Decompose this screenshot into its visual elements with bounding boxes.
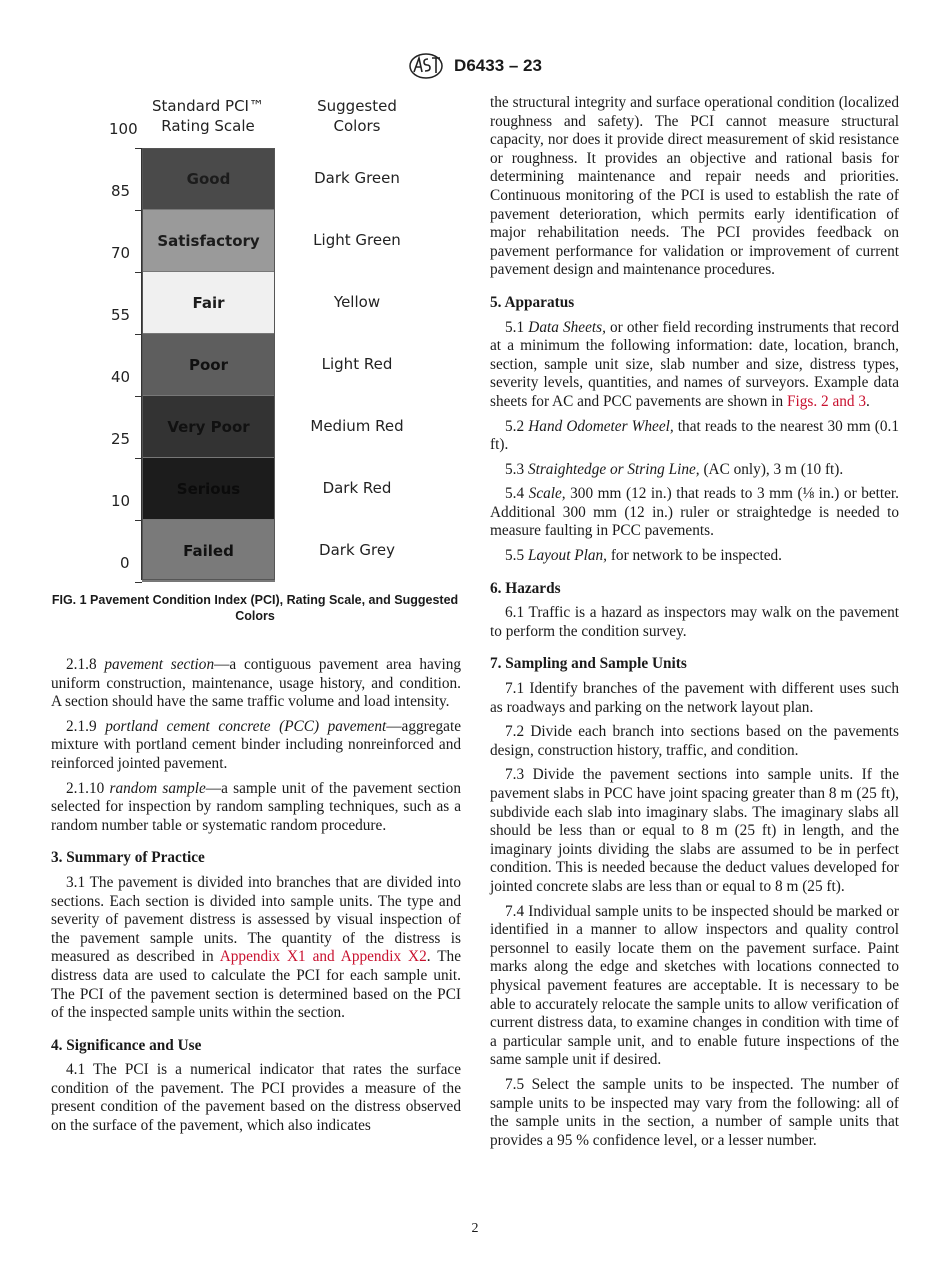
paragraph-7-1: 7.1 Identify branches of the pavement with different uses such as roadways and parking on the network layout plan. (490, 680, 899, 716)
paragraph-3-1: 3.1 The pavement is divided into branches that are divided into sections. Each section is divided into sample units. The type and severity of pavement distress is assessed by visual inspection of the pavement sample units. The quantity of the distress is measured as described in Appendix X1 and Appendix X2. The distress data are used to calculate the PCI for each sample unit. The PCI of the pavement section is determined based on the PCI of the inspected sample units within the section. (51, 873, 461, 1022)
colors-header-line2: Colors (333, 117, 381, 135)
paragraph-6-1: 6.1 Traffic is a hazard as inspectors may walk on the pavement to perform the condition survey. (490, 604, 899, 640)
suggested-color-label: Light Red (321, 355, 393, 373)
suggested-color-label: Light Green (313, 231, 401, 249)
paragraph-7-5: 7.5 Select the sample units to be inspected. The number of sample units to be inspected may vary from the following: all of the sample units in the section, a number of sample units that provides a 95 % confidence level, or a lesser number. (490, 1075, 899, 1149)
paragraph-5-4: 5.4 Scale, 300 mm (12 in.) that reads to 3 mm (⅛ in.) or better. Additional 300 mm (12 in.) ruler or straightedge is needed to measure faulting in PCC pavements. (490, 485, 899, 540)
suggested-color-label: Yellow (333, 293, 381, 311)
paragraph-7-2: 7.2 Divide each branch into sections based on the pavements design, construction history, traffic, and condition. (490, 723, 899, 759)
rating-band: Satisfactory (142, 210, 275, 272)
section-5-heading: 5. Apparatus (490, 293, 575, 311)
paragraph-5-5: 5.5 Layout Plan, for network to be inspected. (505, 547, 783, 565)
paragraph-4-1: 4.1 The PCI is a numerical indicator that rates the surface condition of the pavement. The PCI provides a measure of the present condition of the pavement based on the distress observed on the surface of the pavement, which also indicates (51, 1061, 461, 1135)
definition-2-1-10: 2.1.10 random sample—a sample unit of the pavement section selected for inspection by random sampling techniques, such as a random number table or systematic random procedure. (51, 779, 461, 834)
scale-header-line2: Rating Scale (161, 117, 255, 135)
figure-pci-rating-scale (50, 92, 460, 632)
suggested-color-label: Dark Green (314, 169, 400, 187)
definition-2-1-9: 2.1.9 portland cement concrete (PCC) pavement—aggregate mixture with portland cement binder including nonreinforced and reinforced jointed pavement. (51, 717, 461, 772)
rating-band: Serious (142, 458, 275, 520)
tick-label: 25 (111, 430, 131, 448)
document-number: D6433 – 23 (454, 56, 542, 75)
tick-mark (135, 334, 142, 335)
figs-link[interactable]: Figs. 2 and 3 (786, 392, 867, 410)
tick-mark (135, 396, 142, 397)
left-column (51, 656, 461, 1142)
figure-caption: FIG. 1 Pavement Condition Index (PCI), Rating Scale, and Suggested Colors (51, 593, 459, 623)
rating-band: Very Poor (142, 396, 275, 458)
suggested-color-label: Dark Grey (319, 541, 395, 559)
paragraph-7-3: 7.3 Divide the pavement sections into sample units. If the pavement slabs in PCC have joint spacing greater than 8 m (25 ft), subdivide each slab into imaginary slabs. The imaginary slabs all should be less than or equal to 8 m (25 ft) in length, and the imaginary joints dividing the slabs are assumed to be in perfect condition. This is needed because the deduct values developed for jointed concrete slabs are less than or equal to 8 m (25 ft). (490, 766, 899, 895)
rating-band: Poor (142, 334, 275, 396)
scale-header-line1: Standard PCI™ (152, 97, 264, 115)
colors-header-line1: Suggested (317, 97, 397, 115)
section-6-heading: 6. Hazards (490, 579, 561, 597)
paragraph-4-1-continued: the structural integrity and surface operational condition (localized roughness and safety). The PCI cannot measure structural capacity, nor does it provide direct measurement of skid resistance or roughness. It provides an objective and rational basis for determining maintenance and repair needs and priorities. Continuous monitoring of the PCI is used to establish the rate of pavement deterioration, which permits early identification of major rehabilitation needs. The PCI provides feedback on pavement performance for validation or improvement of current pavement design and maintenance procedures. (490, 94, 899, 279)
page-header (0, 52, 950, 80)
scale-column-header (128, 96, 288, 136)
tick-label: 85 (111, 182, 131, 200)
tick-mark (135, 520, 142, 521)
tick-label: 55 (111, 306, 131, 324)
section-4-heading: 4. Significance and Use (51, 1036, 202, 1054)
rating-band: Good (142, 148, 275, 210)
appendix-link[interactable]: Appendix X1 and Appendix X2 (219, 948, 427, 966)
tick-label: 40 (111, 368, 131, 386)
tick-label: 0 (120, 554, 130, 572)
paragraph-5-1: 5.1 Data Sheets, or other field recording instruments that record at a minimum the following information: date, location, branch, section, sample unit size, slab number and size, distress types, severity levels, quantities, and names of surveyors. Example data sheets for AC and PCC pavements are shown in Figs. 2 and 3. (490, 318, 899, 410)
suggested-color-label: Dark Red (322, 479, 392, 497)
paragraph-5-2: 5.2 Hand Odometer Wheel, that reads to the nearest 30 mm (0.1 ft). (490, 417, 900, 454)
astm-logo-icon (408, 52, 444, 80)
suggested-color-label: Medium Red (310, 417, 404, 435)
paragraph-7-4: 7.4 Individual sample units to be inspected should be marked or identified in a manner to allow inspectors and quality control personnel to easily locate them on the pavement surface. Paint marks along the edge and sketches with locations connected to physical pavement features are acceptable. It is necessary to be able to accurately relocate the sample units to allow verification of current distress data, to examine changes in condition with time of a particular sample unit, and to enable future inspections of the same sample unit if desired. (490, 902, 899, 1069)
definition-2-1-8: 2.1.8 pavement section—a contiguous pavement area having uniform construction, maintenance, usage history, and condition. A section should have the same traffic volume and load intensity. (51, 656, 462, 711)
tick-label: 10 (111, 492, 131, 510)
right-column (490, 94, 899, 1156)
tick-label: 100 (109, 120, 138, 138)
colors-column-header (282, 96, 432, 136)
paragraph-5-3: 5.3 Straightedge or String Line, (AC only), 3 m (10 ft). (505, 460, 844, 478)
section-3-heading: 3. Summary of Practice (51, 849, 205, 867)
tick-mark (135, 148, 142, 149)
section-7-heading: 7. Sampling and Sample Units (490, 655, 687, 673)
page-number: 2 (471, 1221, 479, 1236)
tick-mark (135, 458, 142, 459)
tick-mark (135, 210, 142, 211)
tick-label: 70 (111, 244, 131, 262)
rating-band: Failed (142, 520, 275, 582)
tick-mark (135, 582, 142, 583)
tick-mark (135, 272, 142, 273)
rating-band: Fair (142, 272, 275, 334)
